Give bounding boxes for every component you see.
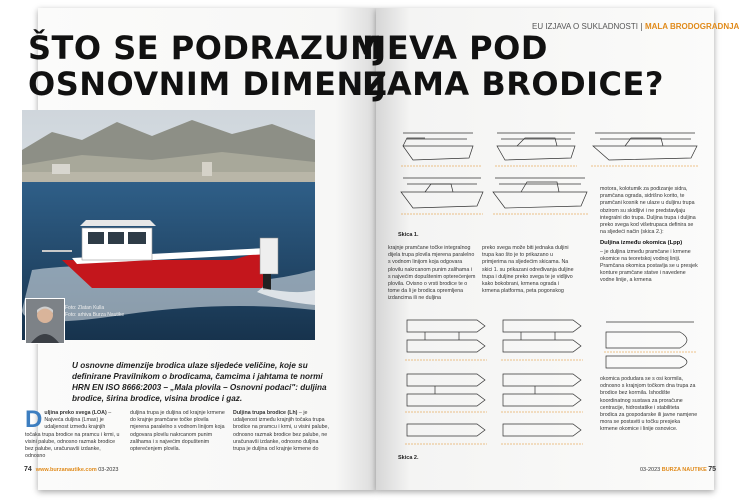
body-column-1 bbox=[25, 406, 121, 460]
footer-date-right: 03-2023 bbox=[640, 467, 661, 473]
multihull-drawings bbox=[395, 312, 600, 452]
section-accent-label: MALA BRODOGRADNJA bbox=[644, 22, 740, 31]
footer-date-left: 03-2023 bbox=[98, 467, 119, 473]
headline-left-line2: OSNOVNIM DIMENZ bbox=[28, 65, 388, 103]
dropcap: D bbox=[25, 406, 43, 433]
photo-credit-line2: Foto: arhiva Burza Nautike bbox=[65, 312, 125, 318]
body-column-3 bbox=[233, 410, 329, 453]
lpp-drawing bbox=[600, 318, 700, 374]
sketch-2-drawings bbox=[395, 312, 600, 452]
body-column-r4: okomica podudara se s osi kormila, odnosno s krajnjom točkom dna trupa za brodice bez kormila. Ishodište koordinatnog sustava za proračune centracije, hidrostatike i stabiliteta brodica za gospodarske ili javne namjene mora se postaviti u točku presjeka krmene okomice i linije osnovice. bbox=[600, 376, 698, 433]
body-column-r2: preko svega može biti jednaka duljini trupa kao što je to prikazano u primjerima na sljedećim skicama. Na skici 1. su prikazani određivanja duljine trupa i duljine preko svega te je vidljivo kako bokobrani, krmena ograda i krmena platforma, peta pogonskog bbox=[482, 245, 574, 295]
author-portrait bbox=[25, 298, 65, 344]
subheading-lh: Duljina trupa brodice (Lh) bbox=[233, 410, 298, 416]
headline-right-line1: IJEVA POD bbox=[362, 29, 548, 67]
body-column-1-text: – Najveća duljina (Lmax) je udaljenost između krajnjih točaka trupa brodice na pramcu i krmi, u visini palube, odnosno razmak brodice bez palube, uračunavši izdanke, odnosno bbox=[25, 410, 120, 460]
sketch-2-label: Skica 2. bbox=[398, 455, 419, 461]
photo-credit bbox=[65, 305, 124, 319]
body-column-r3-text: motora, kolotumik za podizanje sidra, pramčana ograda, sidrišno korito, te pramčani kosnik ne ulaze u duljinu trupa obzirom su skidljivi i ne predstavljaju integralni dio trupa. Duljina trupa i duljina preko svega kod višetrupaca definira se na sljedeći način (skica 2.): bbox=[600, 186, 696, 236]
body-column-3-text: – je udaljenost između krajnjih točaka trupa brodice na pramcu i krmi, u visini palube, odnosno razmak brodice bez palube, ne uračunavši izdanke, odnosno duljina trupa je duljina od krajnje krmene do bbox=[233, 410, 329, 453]
headline-left bbox=[28, 30, 387, 102]
subheading-lpp: Duljina između okomica (Lpp) bbox=[600, 240, 683, 247]
sketch-1-label: Skica 1. bbox=[398, 232, 419, 238]
author-portrait-illustration bbox=[26, 299, 64, 343]
section-label: EU IZJAVA O SUKLADNOSTI bbox=[532, 22, 638, 31]
photo-credit-line1: Foto: Zlatan Kulla bbox=[65, 305, 105, 311]
body-column-r3 bbox=[600, 186, 698, 285]
footer-right bbox=[640, 466, 720, 473]
body-column-r3b-text: – je duljina između pramčane i krmene okomice na teoretskoj vodnoj liniji. Pramčana okomica postavlja se u presjek konture pramčane statve i navedene vodne linije, a krmena bbox=[600, 248, 698, 284]
subheading-loa: uljina preko svega (LOA) bbox=[44, 410, 107, 416]
footer-brand: BURZA NAUTIKE bbox=[661, 467, 707, 473]
headline-right bbox=[362, 30, 664, 102]
lpp-plan-drawing bbox=[600, 318, 700, 374]
body-column-2: duljina trupa je duljina od krajnje krmene do krajnje pramčane točke plovila mjerena paralelno s vodnom linijom koja odgovara plovilu nakrcanom punim zalihama i s najvećim dopuštenim opterećenjem plovila. bbox=[130, 410, 225, 453]
headline-left-line1: ŠTO SE PODRAZUM bbox=[28, 29, 383, 67]
footer-site: www.burzanautike.com bbox=[35, 467, 97, 473]
page-number-left: 74 bbox=[24, 466, 32, 473]
page-number-right: 75 bbox=[708, 466, 717, 473]
lead-paragraph: U osnovne dimenzije brodica ulaze sljedeće veličine, koje su definirane Pravilnikom o brodicama, čamcima i jahtama te normi HRN EN ISO 8666:2003 – „Mala plovila – Osnovni podaci": duljina brodice, širina brodice, visina brodice i gaz. bbox=[72, 361, 327, 403]
footer-left bbox=[24, 466, 118, 473]
body-column-r1: krajnje pramčane točke integralnog dijela trupa plovila mjerena paralelno s vodnom linijom koja odgovara plovilu nakrcanom punim zalihama i s najvećim dopuštenim opterećenjem plovila. Ovisno o vrsti brodice te o tome da li je brodica opremljena izdancima ili ne duljina bbox=[388, 245, 476, 302]
headline-right-line2: IJAMA BRODICE? bbox=[362, 65, 664, 103]
